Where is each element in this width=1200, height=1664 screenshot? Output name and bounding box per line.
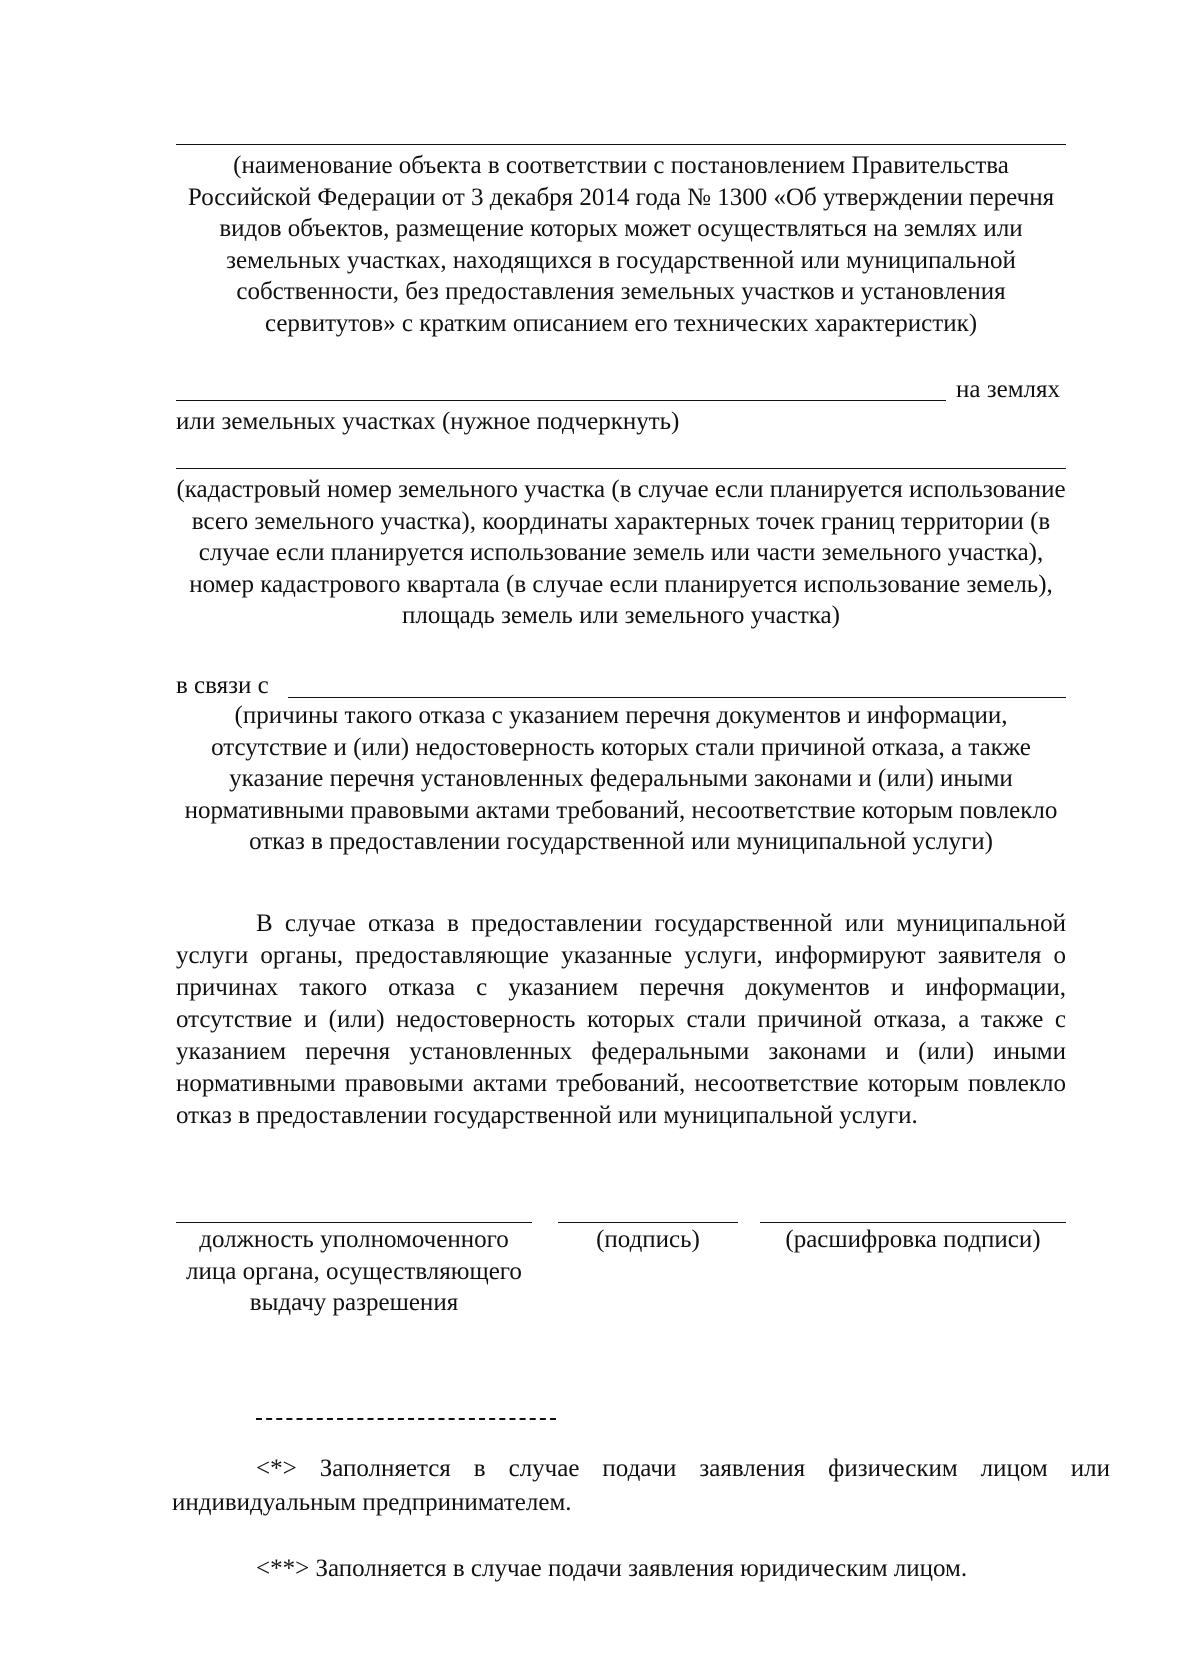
signature-line[interactable] [558, 1222, 738, 1223]
position-label: должность уполномоченного лица органа, осуществляющего выдачу разрешения [186, 1226, 522, 1316]
footnote-1: <*> Заполняется в случае подачи заявления физическим лицом или индивидуальным предпринимателем. [172, 1455, 1110, 1516]
reason-prefix: в связи с [176, 672, 269, 699]
lands-field-line[interactable] [176, 400, 946, 401]
body-paragraph: В случае отказа в предоставлении государственной или муниципальной услуги органы, предоставляющие указанные услуги, информируют заявителя о причинах такого отказа с указанием перечня документов и информации, отсутствие и (или) недостоверность которых стали причиной отказа, а также с указанием перечня установленных федеральными законами и (или) иными нормативными правовыми актами требований, несоответствие которым повлекло отказ в предоставлении государственной или муниципальной услуги. [176, 910, 1066, 1129]
signature-label: (подпись) [596, 1226, 700, 1253]
object-name-note: (наименование объекта в соответствии с постановлением Правительства Российской Федерации от 3 декабря 2014 года № 1300 «Об утверждении перечня видов объектов, размещение которых может осуществляться на землях или земельных участках, находящихся в государственной или муниципальной собственности, без предоставления земельных участков и установления сервитутов» с кратким описанием его технических характеристик) [187, 152, 1055, 337]
signature-decode-label: (расшифровка подписи) [785, 1226, 1041, 1253]
cadastral-note: (кадастровый номер земельного участка (в случае если планируется использование всего земельного участка), координаты характерных точек границ территории (в случае если планируется использование земель или части земельного участка), номер кадастрового квартала (в случае если планируется использование земель), площадь земель или земельного участка) [176, 476, 1066, 629]
signature-decode-line[interactable] [760, 1222, 1066, 1223]
object-name-field-line[interactable] [176, 144, 1066, 145]
position-signature-line[interactable] [176, 1222, 532, 1223]
footnote-separator [256, 1418, 556, 1420]
reason-field-line[interactable] [288, 697, 1066, 698]
lands-suffix: на землях [956, 376, 1060, 403]
lands-line2: или земельных участках (нужное подчеркнуть) [176, 408, 680, 435]
cadastral-field-line[interactable] [176, 468, 1066, 469]
footnote-2: <**> Заполняется в случае подачи заявления юридическим лицом. [256, 1555, 968, 1582]
reason-note: (причины такого отказа с указанием перечня документов и информации, отсутствие и (или) недостоверность которых стали причиной отказа, а также указание перечня установленных федеральными законами и (или) иными нормативными правовыми актами требований, несоответствие которым повлекло отказ в предоставлении государственной или муниципальной услуги) [184, 702, 1058, 855]
